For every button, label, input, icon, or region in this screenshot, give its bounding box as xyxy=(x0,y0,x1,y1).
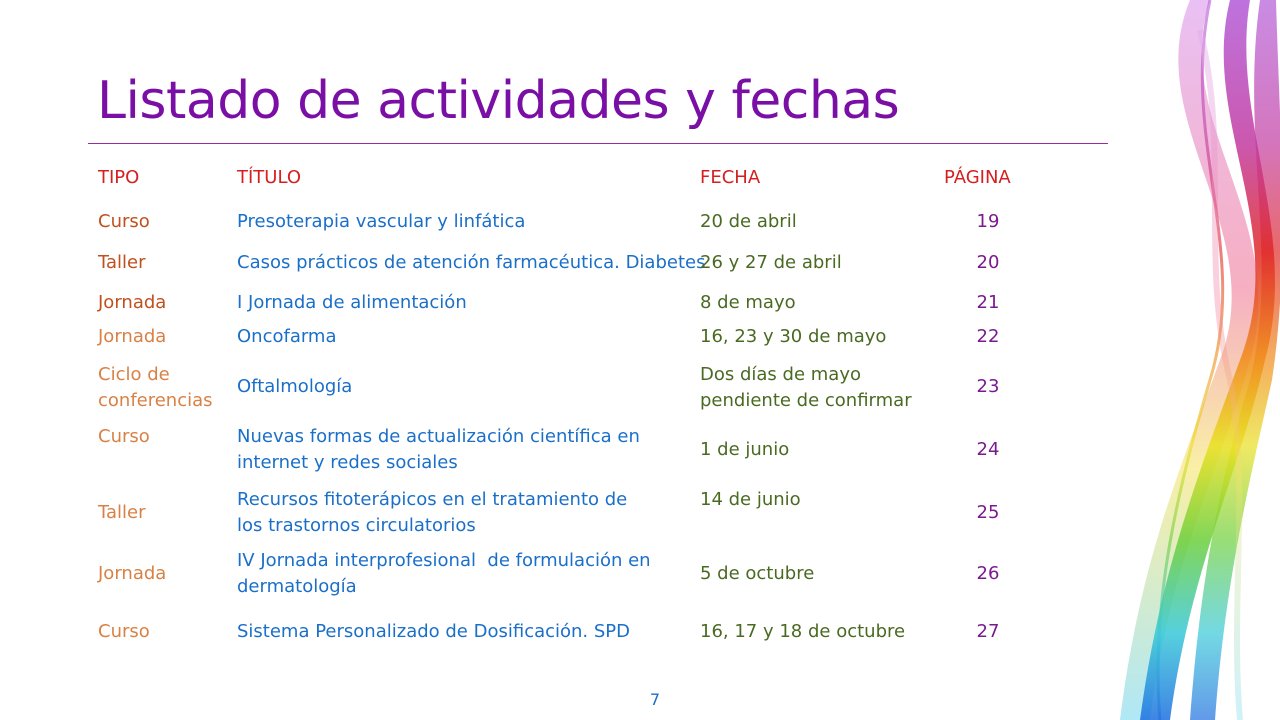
row-fecha: 20 de abril xyxy=(700,211,797,232)
row-titulo: Nuevas formas de actualización científica en internet y redes sociales xyxy=(237,426,640,473)
row-fecha: 26 y 27 de abril xyxy=(700,252,842,273)
row-pagina: 20 xyxy=(976,252,1000,273)
row-tipo: Jornada xyxy=(98,292,167,313)
row-tipo: Curso xyxy=(98,621,150,642)
row-fecha: 1 de junio xyxy=(700,439,790,460)
header-fecha: FECHA xyxy=(700,167,761,188)
row-tipo: Curso xyxy=(98,426,150,447)
header-pagina: PÁGINA xyxy=(944,167,1011,188)
row-pagina: 24 xyxy=(976,439,1000,460)
row-pagina: 22 xyxy=(976,326,1000,347)
row-fecha: 5 de octubre xyxy=(700,563,815,584)
header-titulo: TÍTULO xyxy=(237,167,302,188)
row-tipo: Ciclo de conferencias xyxy=(98,364,213,411)
row-titulo: Recursos fitoterápicos en el tratamiento de los trastornos circulatorios xyxy=(237,489,628,536)
rainbow-ribbon-decoration xyxy=(1080,0,1280,720)
title-divider xyxy=(88,143,1108,144)
row-tipo: Curso xyxy=(98,211,150,232)
header-tipo: TIPO xyxy=(98,167,140,188)
row-tipo: Jornada xyxy=(98,563,167,584)
slide-number: 7 xyxy=(649,690,661,709)
row-tipo: Taller xyxy=(98,252,146,273)
row-pagina: 23 xyxy=(976,376,1000,397)
row-titulo: Oncofarma xyxy=(237,326,337,347)
row-pagina: 21 xyxy=(976,292,1000,313)
row-titulo: Presoterapia vascular y linfática xyxy=(237,211,526,232)
row-titulo: Oftalmología xyxy=(237,376,353,397)
row-titulo: I Jornada de alimentación xyxy=(237,292,467,313)
row-fecha: 14 de junio xyxy=(700,489,801,510)
row-tipo: Taller xyxy=(98,502,146,523)
row-pagina: 26 xyxy=(976,563,1000,584)
row-titulo: Casos prácticos de atención farmacéutica. Diabetes xyxy=(237,252,706,273)
row-tipo: Jornada xyxy=(98,326,167,347)
row-pagina: 19 xyxy=(976,211,1000,232)
row-fecha: 16, 17 y 18 de octubre xyxy=(700,621,906,642)
row-titulo: IV Jornada interprofesional de formulación en dermatología xyxy=(237,550,657,597)
row-fecha: 8 de mayo xyxy=(700,292,796,313)
row-titulo: Sistema Personalizado de Dosificación. SPD xyxy=(237,621,631,642)
row-fecha: 16, 23 y 30 de mayo xyxy=(700,326,887,347)
row-fecha: Dos días de mayo pendiente de confirmar xyxy=(700,364,912,411)
slide-title: Listado de actividades y fechas xyxy=(97,71,900,131)
row-pagina: 25 xyxy=(976,502,1000,523)
row-pagina: 27 xyxy=(976,621,1000,642)
